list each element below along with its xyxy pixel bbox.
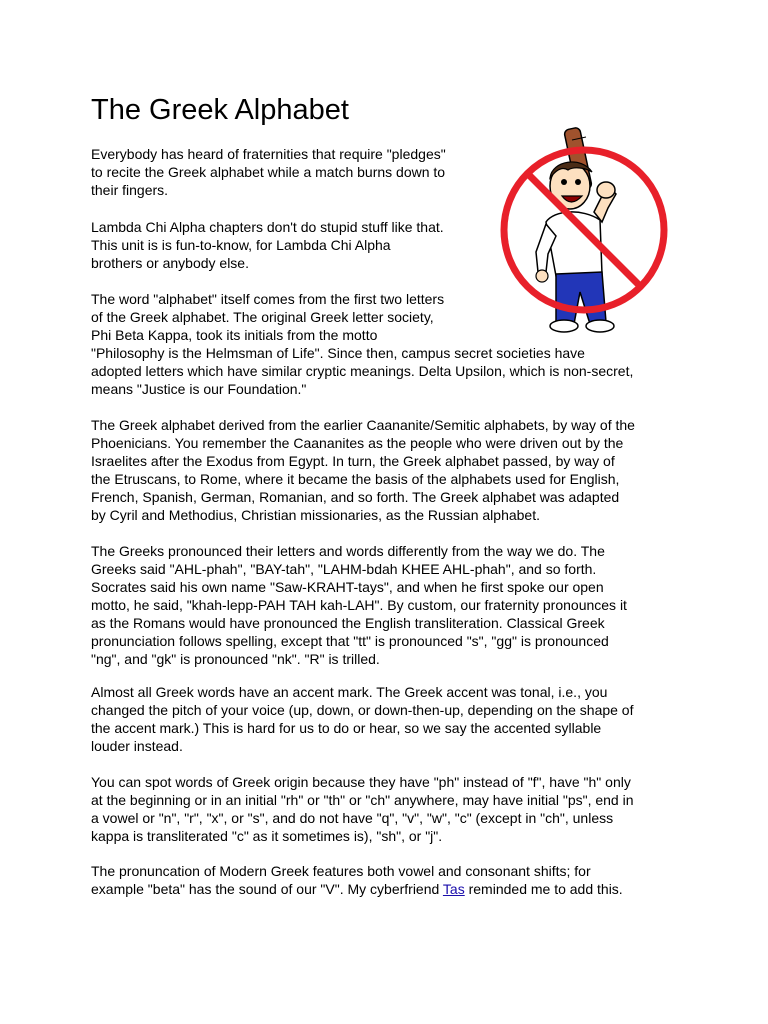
text-line: The pronuncation of Modern Greek features both vowel and consonant shifts; for: [91, 863, 591, 879]
paragraph-8: [91, 862, 623, 898]
text-line: a vowel or "n", "r", "x", or "s", and do not have "q", "v", "w", "c" (except in "ch", unless: [91, 810, 614, 826]
text-line: kappa is transliterated "c" as it sometimes is), "sh", or "j".: [91, 828, 443, 844]
text-line: Israelites after the Exodus from Egypt. In turn, the Greek alphabet passed, by way of: [91, 453, 615, 469]
paragraph-1: [91, 145, 446, 199]
paragraph-5: [91, 542, 627, 668]
text-line: adopted letters which have similar cryptic meanings. Delta Upsilon, which is non-secret,: [91, 363, 634, 379]
text-line: changed the pitch of your voice (up, down, or down-then-up, depending on the shape of: [91, 702, 634, 718]
text-line: This unit is is fun-to-know, for Lambda Chi Alpha: [91, 237, 391, 253]
text-line: Phoenicians. You remember the Caananites as the people who were driven out by the: [91, 435, 624, 451]
paragraph-2: [91, 218, 444, 272]
text-line: by Cyril and Methodius, Christian missionaries, as the Russian alphabet.: [91, 507, 540, 523]
text-line: to recite the Greek alphabet while a match burns down to: [91, 164, 446, 180]
text-line: The Greek alphabet derived from the earlier Caananite/Semitic alphabets, by way of the: [91, 417, 635, 433]
text-line: Everybody has heard of fraternities that require "pledges": [91, 146, 446, 162]
text-line: "ng", and "gk" is pronounced "nk". "R" is trilled.: [91, 651, 380, 667]
text-line: pronunciation follows spelling, except that "tt" is pronounced "s", "gg" is pronounced: [91, 633, 609, 649]
text-line: French, Spanish, German, Romanian, and so forth. The Greek alphabet was adapted: [91, 489, 620, 505]
text-line: as the Romans would have pronounced the English transliteration. Classical Greek: [91, 615, 605, 631]
text-line: of the Greek alphabet. The original Greek letter society,: [91, 309, 434, 325]
text-line: The word "alphabet" itself comes from the first two letters: [91, 291, 445, 307]
page-title: The Greek Alphabet: [91, 94, 349, 126]
text-line: motto, he said, "khah-lepp-PAH TAH kah-LAH". By custom, our fraternity pronounces it: [91, 597, 627, 613]
text-line: Almost all Greek words have an accent mark. The Greek accent was tonal, i.e., you: [91, 684, 608, 700]
text-line: Phi Beta Kappa, took its initials from the motto: [91, 327, 378, 343]
paragraph-3: [91, 290, 633, 398]
text-line: Greeks said "AHL-phah", "BAY-tah", "LAHM-bdah KHEE AHL-phah", and so forth.: [91, 561, 597, 577]
text-line: The Greeks pronounced their letters and words differently from the way we do. The: [91, 543, 605, 559]
text-line: louder instead.: [91, 738, 183, 754]
tas-link[interactable]: Tas: [442, 881, 465, 897]
text-line: Lambda Chi Alpha chapters don't do stupid stuff like that.: [91, 219, 444, 235]
paragraph-6: [91, 683, 634, 755]
text-line: "Philosophy is the Helmsman of Life". Since then, campus secret societies have: [91, 345, 585, 361]
text-line-with-link: [91, 880, 623, 898]
text-segment: example "beta" has the sound of our "V". My cyberfriend: [91, 881, 443, 897]
text-segment: reminded me to add this.: [464, 881, 623, 897]
text-line: the accent mark.) This is hard for us to do or hear, so we say the accented syllable: [91, 720, 602, 736]
text-line: You can spot words of Greek origin because they have "ph" instead of "f", have "h" only: [91, 774, 631, 790]
text-line: means "Justice is our Foundation.": [91, 381, 307, 397]
paragraph-7: [91, 773, 634, 845]
paragraph-4: [91, 416, 635, 524]
text-line: brothers or anybody else.: [91, 255, 249, 271]
text-line: the Etruscans, to Rome, where it became the basis of the alphabets used for English,: [91, 471, 620, 487]
text-line: their fingers.: [91, 182, 169, 198]
text-line: Socrates said his own name "Saw-KRAHT-tays", and when he first spoke our open: [91, 579, 604, 595]
text-line: at the beginning or in an initial "rh" or "th" or "ch" anywhere, may have initial "ps", end in: [91, 792, 634, 808]
